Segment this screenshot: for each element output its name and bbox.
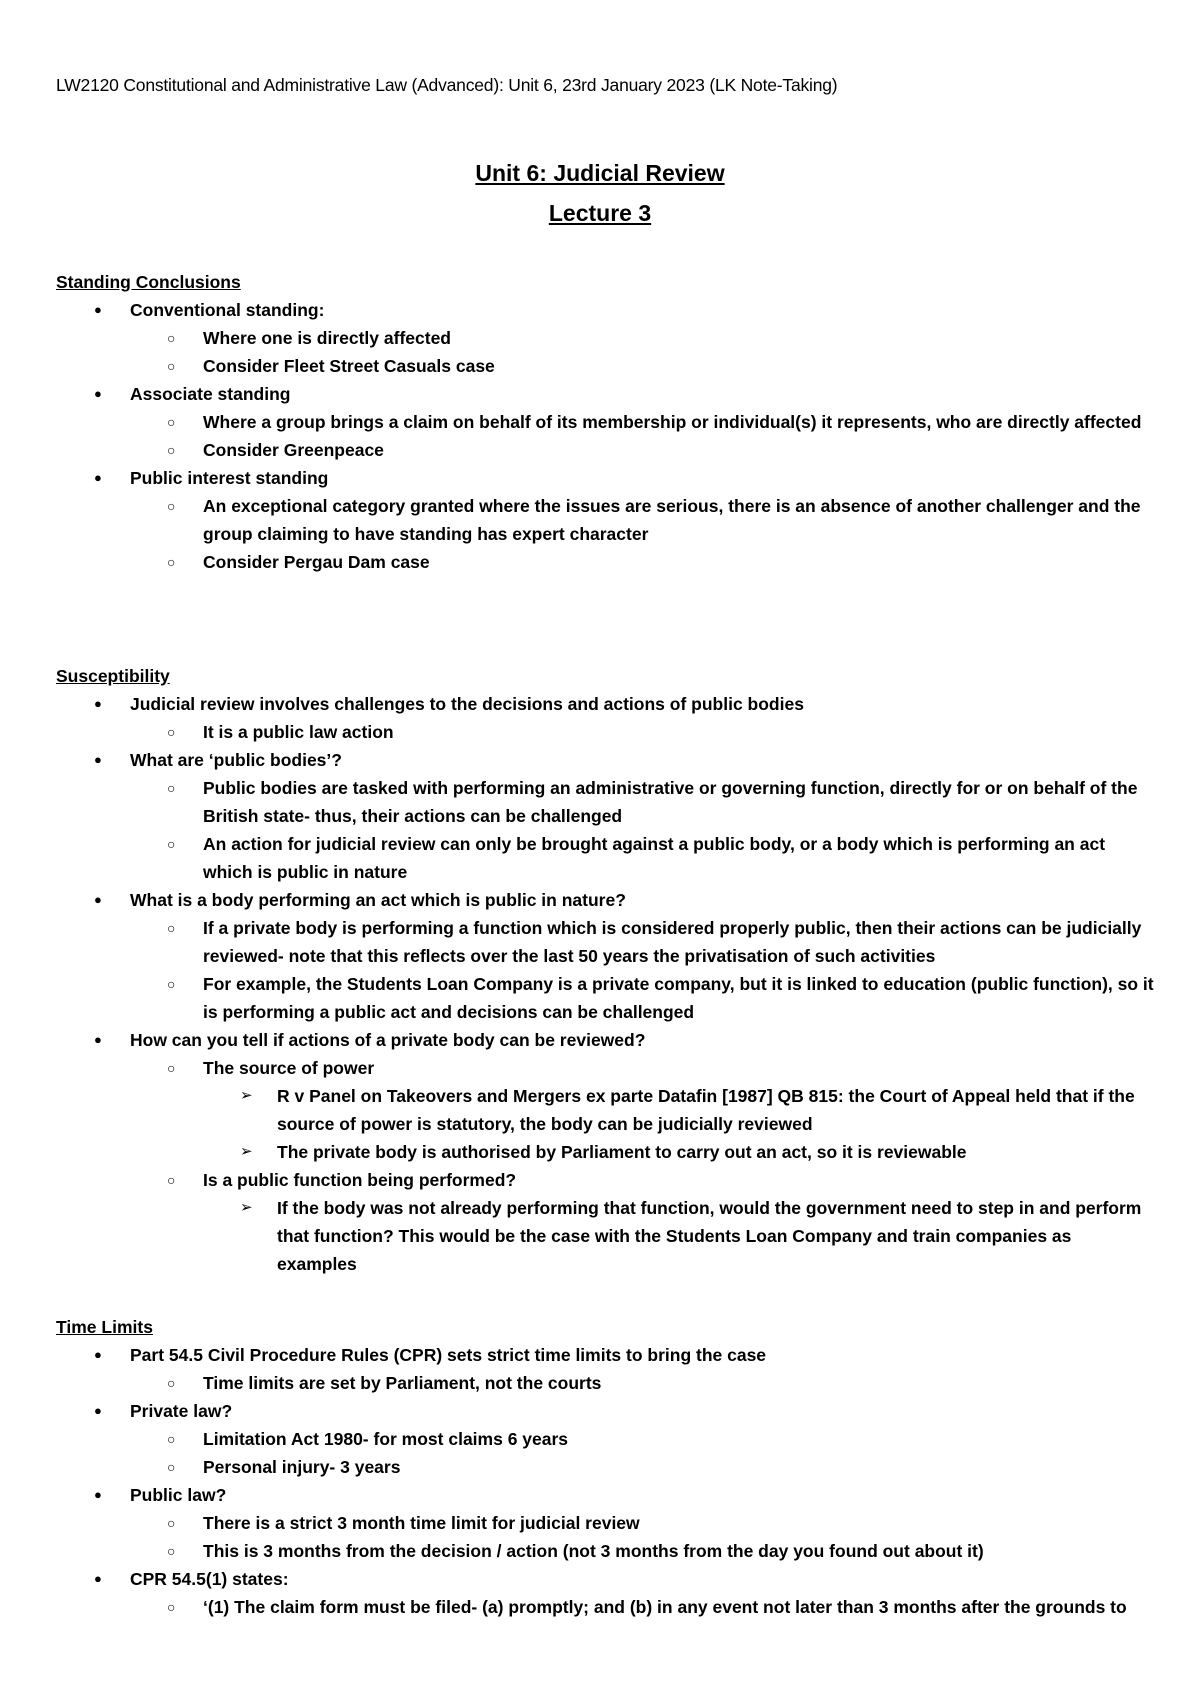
list-item: ○ The source of power — [56, 1054, 1156, 1082]
document-header: LW2120 Constitutional and Administrative Law (Advanced): Unit 6, 23rd January 2023 (LK Note-Taking) — [56, 75, 838, 95]
list-item: ○ Public bodies are tasked with performing an administrative or governing function, directly for or on behalf of the British state- thus, their actions can be challenged — [56, 774, 1156, 830]
list-item: ○ Where a group brings a claim on behalf of its membership or individual(s) it represents, who are directly affected — [56, 408, 1156, 436]
list-item: ○ Time limits are set by Parliament, not the courts — [56, 1369, 1156, 1397]
bullet-list — [56, 1341, 1156, 1621]
list-item: ○ Is a public function being performed? — [56, 1166, 1156, 1194]
list-item: ○ For example, the Students Loan Company is a private company, but it is linked to education (public function), so it is performing a public act and decisions can be challenged — [56, 970, 1156, 1026]
list-item: ○ Consider Fleet Street Casuals case — [56, 352, 1156, 380]
bullet-list — [56, 296, 1156, 576]
list-item: ● Private law? — [56, 1397, 1156, 1425]
section-time-limits — [56, 1313, 1156, 1621]
list-item: ○ There is a strict 3 month time limit for judicial review — [56, 1509, 1156, 1537]
list-item: ● Associate standing — [56, 380, 1156, 408]
list-item: ● Judicial review involves challenges to the decisions and actions of public bodies — [56, 690, 1156, 718]
section-heading: Susceptibility — [56, 666, 170, 686]
list-item: ○ An exceptional category granted where the issues are serious, there is an absence of another challenger and the group claiming to have standing has expert character — [56, 492, 1156, 548]
list-item: ➢ R v Panel on Takeovers and Mergers ex parte Datafin [1987] QB 815: the Court of Appeal held that if the source of power is statutory, the body can be judicially reviewed — [56, 1082, 1156, 1138]
list-item: ○ Consider Greenpeace — [56, 436, 1156, 464]
list-item: ○ Where one is directly affected — [56, 324, 1156, 352]
list-item: ● What is a body performing an act which is public in nature? — [56, 886, 1156, 914]
list-item: ➢ If the body was not already performing that function, would the government need to step in and perform that function? This would be the case with the Students Loan Company and train companies as examples — [56, 1194, 1156, 1278]
list-item: ○ If a private body is performing a function which is considered properly public, then their actions can be judicially reviewed- note that this reflects over the last 50 years the privatisation of such activities — [56, 914, 1156, 970]
list-item: ● How can you tell if actions of a private body can be reviewed? — [56, 1026, 1156, 1054]
list-item: ● Conventional standing: — [56, 296, 1156, 324]
list-item: ● Part 54.5 Civil Procedure Rules (CPR) sets strict time limits to bring the case — [56, 1341, 1156, 1369]
section-susceptibility — [56, 662, 1156, 1278]
list-item: ○ Personal injury- 3 years — [56, 1453, 1156, 1481]
list-item: ○ An action for judicial review can only be brought against a public body, or a body which is performing an act which is public in nature — [56, 830, 1156, 886]
list-item: ● Public law? — [56, 1481, 1156, 1509]
list-item: ➢ The private body is authorised by Parliament to carry out an act, so it is reviewable — [56, 1138, 1156, 1166]
list-item: ○ Consider Pergau Dam case — [56, 548, 1156, 576]
section-standing — [56, 268, 1156, 576]
page-title: Unit 6: Judicial Review — [475, 160, 725, 186]
list-item: ● What are ‘public bodies’? — [56, 746, 1156, 774]
section-heading: Standing Conclusions — [56, 272, 241, 292]
page-subtitle: Lecture 3 — [548, 200, 652, 226]
section-heading: Time Limits — [56, 1317, 153, 1337]
list-item: ○ It is a public law action — [56, 718, 1156, 746]
list-item: ○ This is 3 months from the decision / action (not 3 months from the day you found out about it) — [56, 1537, 1156, 1565]
list-item: ○ Limitation Act 1980- for most claims 6 years — [56, 1425, 1156, 1453]
list-item: ○ ‘(1) The claim form must be filed- (a) promptly; and (b) in any event not later than 3 months after the grounds to — [56, 1593, 1156, 1621]
list-item: ● Public interest standing — [56, 464, 1156, 492]
list-item: ● CPR 54.5(1) states: — [56, 1565, 1156, 1593]
bullet-list — [56, 690, 1156, 1278]
